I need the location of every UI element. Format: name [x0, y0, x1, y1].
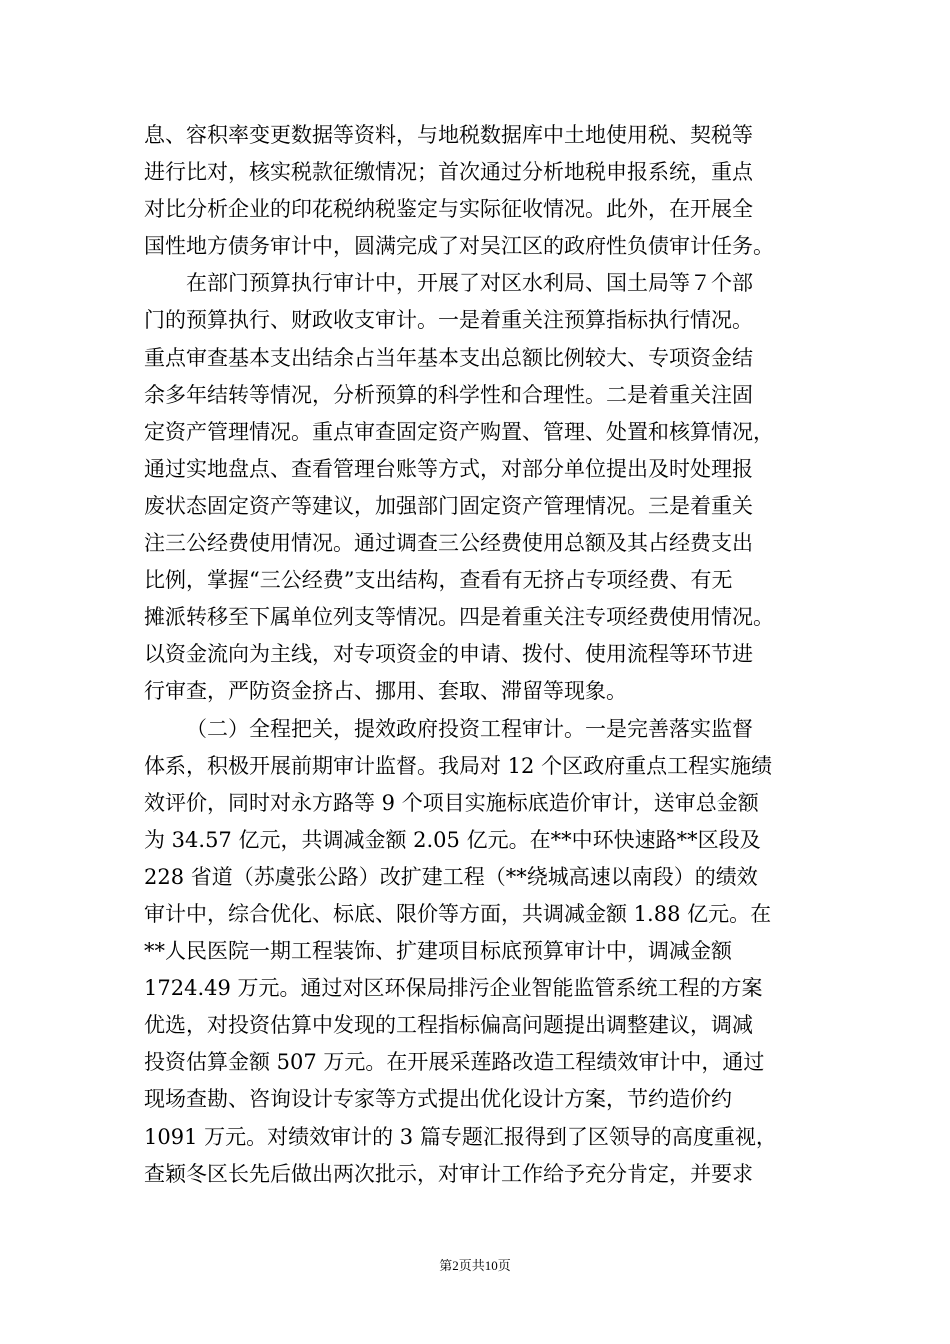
text-line: 定资产管理情况。重点审查固定资产购置、管理、处置和核算情况，: [144, 419, 774, 444]
text-line: 国性地方债务审计中，圆满完成了对吴江区的政府性负债审计任务。: [144, 234, 774, 259]
footer-suffix: 页: [497, 1259, 511, 1274]
text-line: 效评价，同时对永方路等 9 个项目实施标底造价审计，送审总金额: [144, 790, 759, 815]
current-page-number: 2: [452, 1258, 459, 1273]
page-footer: [0, 1258, 950, 1275]
paragraph-start-line: 在部门预算执行审计中，开展了对区水利局、国土局等７个部: [186, 271, 753, 296]
text-line: 投资估算金额 507 万元。在开展采莲路改造工程绩效审计中，通过: [144, 1050, 765, 1075]
paragraph-start-line: （二）全程把关，提效政府投资工程审计。一是完善落实监督: [186, 716, 753, 741]
text-line: 门的预算执行、财政收支审计。一是着重关注预算指标执行情况。: [144, 308, 753, 333]
text-line: **人民医院一期工程装饰、扩建项目标底预算审计中，调减金额: [144, 939, 732, 964]
text-line: 通过实地盘点、查看管理台账等方式，对部分单位提出及时处理报: [144, 456, 753, 481]
text-line: 228 省道（苏虞张公路）改扩建工程（**绕城高速以南段）的绩效: [144, 864, 758, 889]
text-line: 1091 万元。对绩效审计的 3 篇专题汇报得到了区领导的高度重视，: [144, 1124, 777, 1149]
text-line: 摊派转移至下属单位列支等情况。四是着重关注专项经费使用情况。: [144, 605, 774, 630]
text-line: 进行比对，核实税款征缴情况；首次通过分析地税申报系统，重点: [144, 160, 753, 185]
text-line: 对比分析企业的印花税纳税鉴定与实际征收情况。此外，在开展全: [144, 197, 753, 222]
text-line: 体系，积极开展前期审计监督。我局对 12 个区政府重点工程实施绩: [144, 753, 773, 778]
text-line: 查颖冬区长先后做出两次批示，对审计工作给予充分肯定，并要求: [144, 1161, 753, 1186]
total-page-count: 10: [484, 1258, 498, 1273]
text-line: 以资金流向为主线，对专项资金的申请、拨付、使用流程等环节进: [144, 642, 753, 667]
text-line: 重点审查基本支出结余占当年基本支出总额比例较大、专项资金结: [144, 345, 753, 370]
text-line: 审计中，综合优化、标底、限价等方面，共调减金额 1.88 亿元。在: [144, 901, 772, 926]
text-line: 优选，对投资估算中发现的工程指标偏高问题提出调整建议，调减: [144, 1013, 753, 1038]
text-line: 1724.49 万元。通过对区环保局排污企业智能监管系统工程的方案: [144, 976, 763, 1001]
text-line: 息、容积率变更数据等资料，与地税数据库中土地使用税、契税等: [144, 123, 753, 147]
text-line: 行审查，严防资金挤占、挪用、套取、滞留等现象。: [144, 679, 627, 704]
body-text: [144, 117, 834, 1193]
text-line: 注三公经费使用情况。通过调查三公经费使用总额及其占经费支出: [144, 531, 753, 556]
text-line: 比例，掌握“三公经费”支出结构，查看有无挤占专项经费、有无: [144, 568, 733, 593]
text-line: 余多年结转等情况，分析预算的科学性和合理性。二是着重关注固: [144, 382, 753, 407]
footer-middle: 页共: [458, 1259, 485, 1274]
text-line: 废状态固定资产等建议，加强部门固定资产管理情况。三是着重关: [144, 493, 753, 518]
text-line: 为 34.57 亿元，共调减金额 2.05 亿元。在**中环快速路**区段及: [144, 827, 761, 852]
footer-prefix: 第: [439, 1259, 453, 1274]
text-line: 现场查勘、咨询设计专家等方式提出优化设计方案，节约造价约: [144, 1087, 732, 1112]
